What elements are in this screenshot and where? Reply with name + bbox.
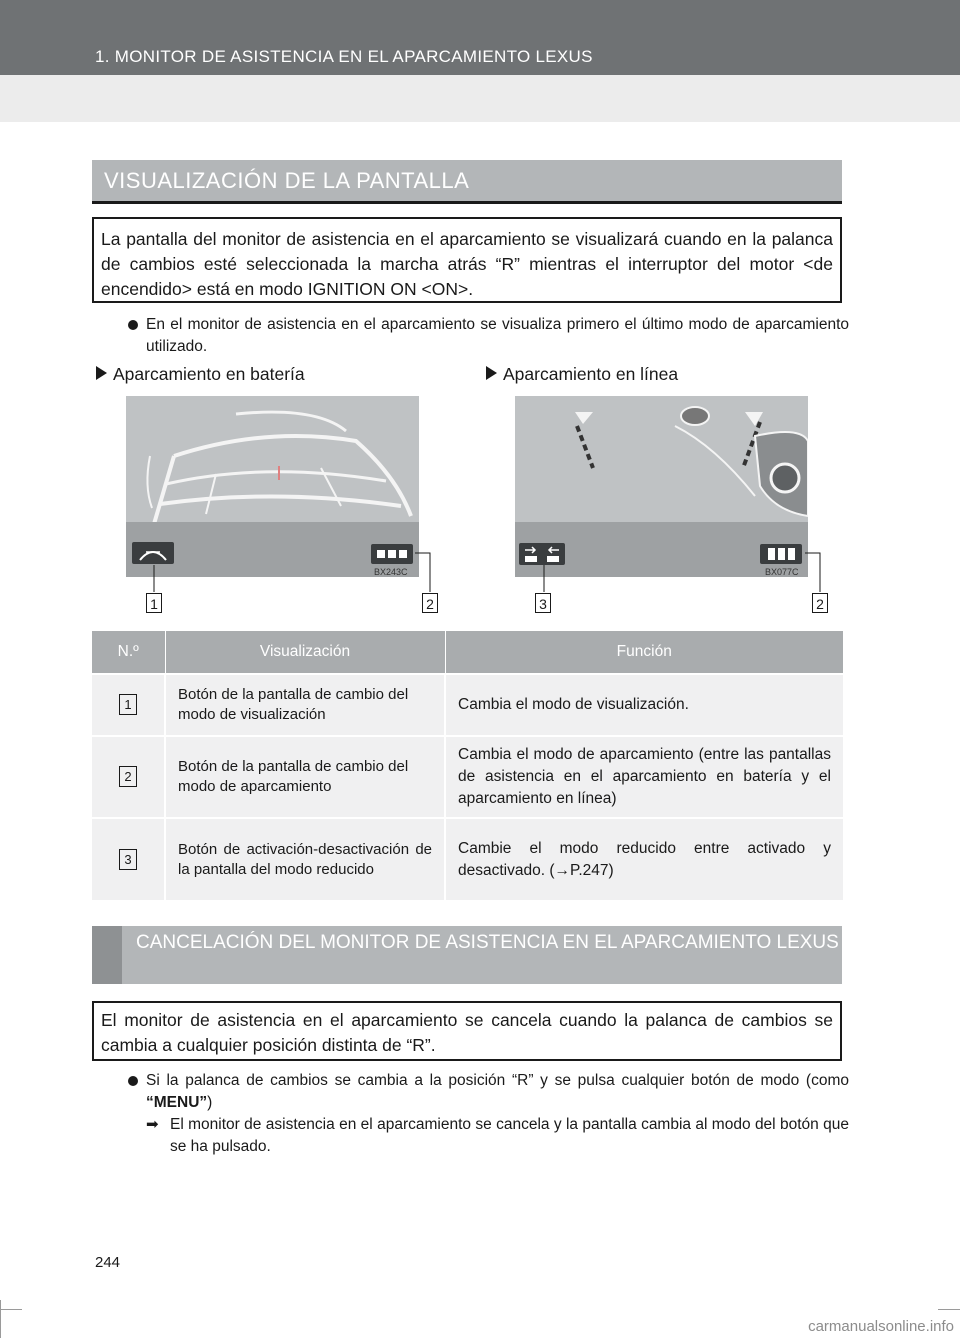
triangle-icon [96,366,107,380]
callout-2: 2 [812,593,828,613]
parking-view-icon [132,542,174,564]
row-number-cell [92,818,165,900]
intro-box-cancel: El monitor de asistencia en el aparcamiento se cancela cuando la palanca de cambios se cambia a cualquier posición distinta de “R”. [92,1001,842,1061]
row-number-cell [92,736,165,818]
reduced-mode-icon [519,543,565,565]
result-text: El monitor de asistencia en el aparcamiento se cancela y la pantalla cambia al modo del botón que se ha pulsado. [170,1116,849,1155]
bullet-text: Si la palanca de cambios se cambia a la posición “R” y se pulsa cualquier botón de modo (como [146,1072,849,1089]
table-row [92,674,843,736]
row-number-cell [92,674,165,736]
row-number: 3 [119,849,137,870]
bullet-text-end: ) [207,1094,213,1111]
crop-mark [938,1309,960,1310]
parking-mode-button[interactable] [371,544,413,564]
parallel-cars-icon [371,544,413,564]
section-heading-display: VISUALIZACIÓN DE LA PANTALLA [92,160,842,202]
column-header-number: N.º [92,631,165,674]
figure-line-parking [515,396,808,577]
chapter-title: 1. MONITOR DE ASISTENCIA EN EL APARCAMIENTO LEXUS [95,47,593,66]
row-function-cell: Cambie el modo reducido entre activado y desactivado. (→P.247) [445,818,843,900]
crop-mark [0,1300,1,1338]
table-row [92,736,843,818]
watermark: carmanualsonline.info [808,1318,954,1335]
row-display-cell: Botón de la pantalla de cambio del modo de aparcamiento [165,736,445,818]
figure-label-battery [96,364,305,385]
row-number: 2 [119,766,137,787]
function-table [92,631,843,900]
callout-1: 1 [146,593,162,613]
callout-3: 3 [535,593,551,613]
row-display-cell: Botón de activación-desactivación de la pantalla del modo reducido [165,818,445,900]
section-heading-rule [92,201,842,204]
menu-button-label: “MENU” [146,1094,208,1111]
arrow-right-icon: ➡ [146,1116,159,1133]
figure-label-text: Aparcamiento en línea [503,364,679,384]
stacked-cars-icon [760,544,802,564]
figure-label-line [486,364,678,385]
page-number: 244 [95,1254,121,1271]
parking-mode-button[interactable] [760,544,802,564]
column-header-function: Función [445,631,843,674]
table-row [92,818,843,900]
crop-mark [0,1309,22,1310]
bullet-mode-button [128,1070,849,1158]
view-mode-button[interactable] [132,542,174,564]
bullet-last-mode: En el monitor de asistencia en el aparcamiento se visualiza primero el último modo de aparcamiento utilizado. [128,314,849,358]
row-function-cell: Cambia el modo de aparcamiento (entre las pantallas de asistencia en el aparcamiento en batería y el aparcamiento en línea) [445,736,843,818]
result-line [146,1114,849,1158]
section-heading-tab [92,926,122,984]
row-number: 1 [119,694,137,715]
column-header-display: Visualización [165,631,445,674]
intro-box-display: La pantalla del monitor de asistencia en el aparcamiento se visualizará cuando en la palanca de cambios esté seleccionada la marcha atrás “R” mientras el interruptor del motor <de encendido> está en modo IGNITION ON <ON>. [92,217,842,303]
callout-2: 2 [422,593,438,613]
figure-code: BX077C [765,567,799,577]
row-function-cell: Cambia el modo de visualización. [445,674,843,736]
table-header-row [92,631,843,674]
reduced-mode-button[interactable] [519,543,565,565]
figure-code: BX243C [374,567,408,577]
figure-battery-parking [126,396,419,577]
figure-label-text: Aparcamiento en batería [113,364,305,384]
row-display-cell: Botón de la pantalla de cambio del modo de visualización [165,674,445,736]
section-heading-cancel: CANCELACIÓN DEL MONITOR DE ASISTENCIA EN EL APARCAMIENTO LEXUS [92,926,842,984]
triangle-icon [486,366,497,380]
